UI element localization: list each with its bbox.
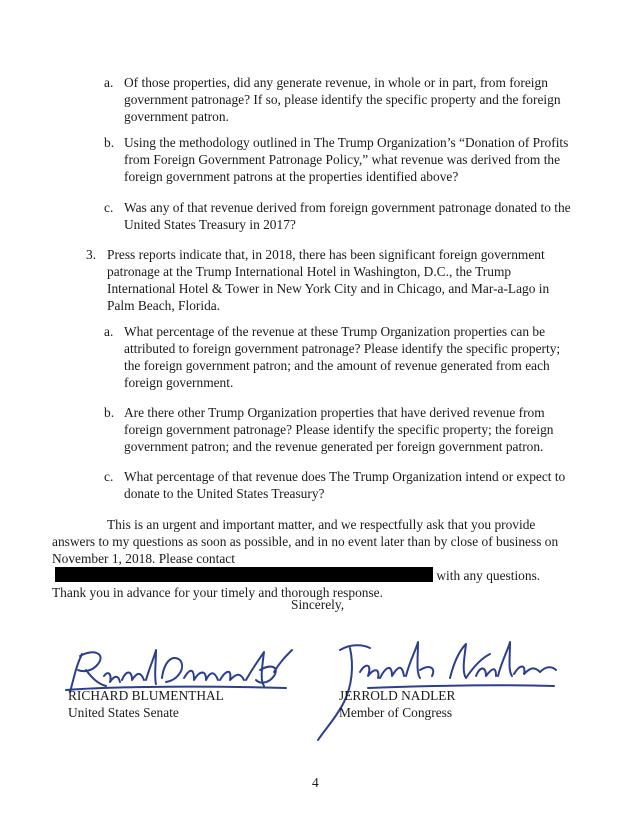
signer-blumenthal (68, 687, 224, 721)
redaction-bar (55, 567, 433, 582)
signer-title: United States Senate (68, 705, 179, 720)
question-label: b. (104, 405, 115, 420)
question-text: Are there other Trump Organization properties that have derived revenue from foreign government patronage? Please identify the specific property; the foreign government patron; and the revenue generated per foreign government patron. (124, 405, 554, 454)
question-text: What percentage of the revenue at these Trump Organization properties can be attributed to foreign government patronage? Please identify the specific property; the foreign government patron; and the amount of revenue generated from each foreign government. (124, 324, 561, 390)
question-text: Of those properties, did any generate revenue, in whole or in part, from foreign government patronage? If so, please identify the specific property and the foreign government patron. (124, 75, 561, 124)
question-text: Was any of that revenue derived from foreign government patronage donated to the United States Treasury in 2017? (124, 200, 571, 232)
question-label: c. (104, 469, 114, 484)
question-label: c. (104, 200, 114, 215)
question-3b (104, 404, 574, 455)
question-c (104, 199, 574, 233)
closing-text (52, 516, 575, 601)
question-text: Press reports indicate that, in 2018, there has been significant foreign government patronage at the Trump International Hotel in Washington, D.C., the Trump International Hotel & Tower in New York City and in Chicago, and Mar-a-Lago in Palm Beach, Florida. (107, 247, 550, 313)
sign-off: Sincerely, (291, 597, 345, 612)
signer-name: RICHARD BLUMENTHAL (68, 688, 224, 703)
question-a (104, 74, 574, 125)
question-label: b. (104, 135, 115, 150)
question-3a (104, 323, 574, 391)
question-label: a. (104, 324, 114, 339)
closing-text-after: with any questions. Thank you in advance for your timely and thorough response. (52, 568, 541, 600)
signer-title: Member of Congress (339, 705, 453, 720)
question-b (104, 134, 574, 185)
page-number: 4 (312, 775, 319, 790)
question-text: What percentage of that revenue does The Trump Organization intend or expect to donate to the United States Treasury? (124, 469, 566, 501)
closing-paragraph (52, 516, 575, 601)
question-label: 3. (86, 247, 97, 262)
signer-name: JERROLD NADLER (339, 688, 456, 703)
signer-nadler (339, 687, 455, 721)
question-3c (104, 468, 574, 502)
question-label: a. (104, 75, 114, 90)
question-3 (86, 246, 576, 314)
question-text: Using the methodology outlined in The Trump Organization’s “Donation of Profits from Foreign Government Patronage Policy,” what revenue was derived from the foreign government patrons at the properties identified above? (124, 135, 569, 184)
closing-text-before: This is an urgent and important matter, and we respectfully ask that you provide answers to my questions as soon as possible, and in no event later than by close of business on November 1, 2018. Please contact (52, 517, 559, 566)
